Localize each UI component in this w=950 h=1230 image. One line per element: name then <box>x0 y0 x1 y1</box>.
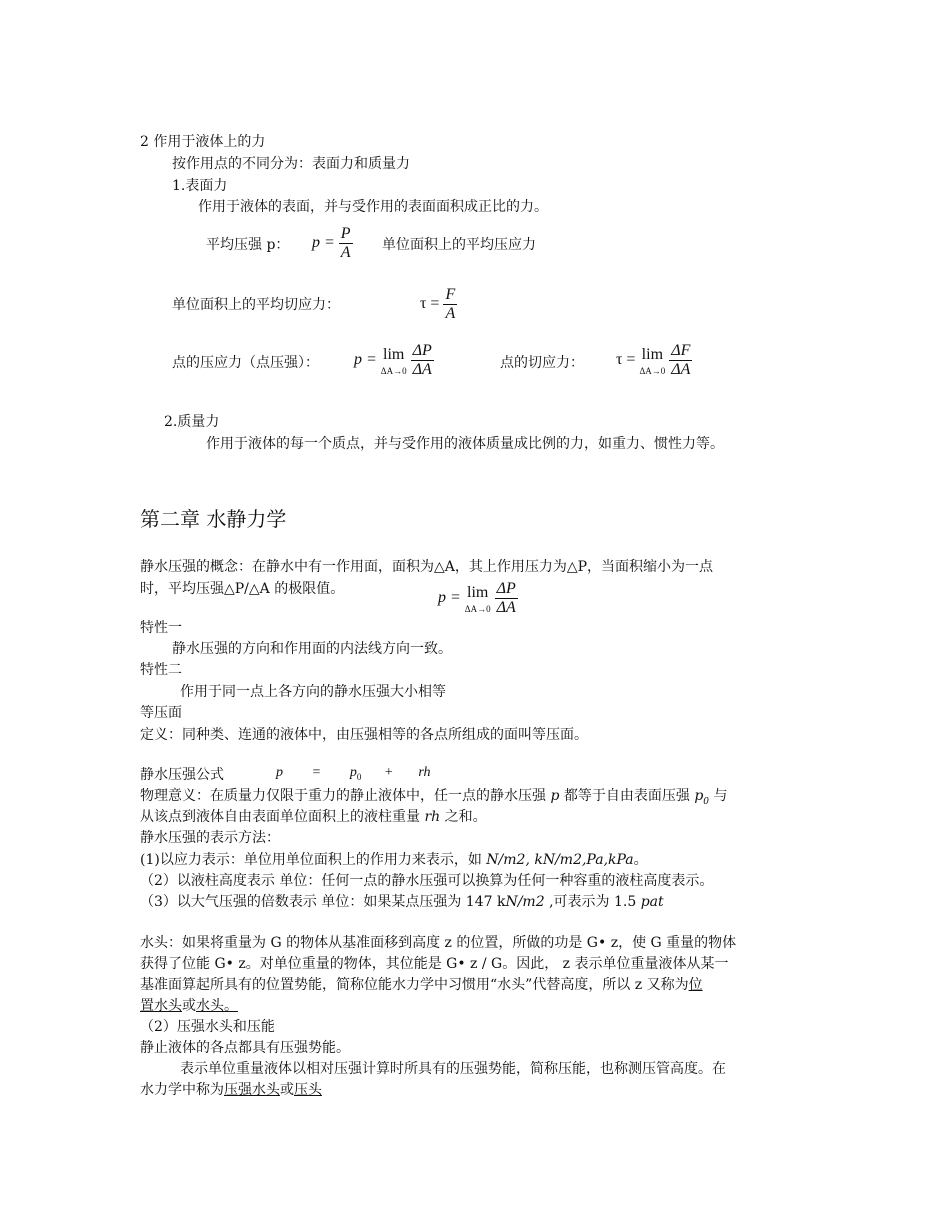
text: 之和。 <box>444 809 487 825</box>
formula-p0: p <box>349 765 357 780</box>
fraction <box>669 342 692 379</box>
underlined-term: 水头。 <box>196 998 238 1014</box>
formula-lhs: τ = <box>420 295 440 313</box>
pressure-head-line-1: 静止液体的各点都具有压强势能。 <box>140 1040 350 1056</box>
formula-lhs: p = <box>312 234 335 252</box>
text: 都等于自由表面压强 <box>563 788 690 804</box>
formula-lhs: τ = <box>616 351 636 369</box>
head-line-4 <box>140 997 238 1015</box>
text: ,可表示为 1.5 <box>544 894 641 910</box>
fraction <box>443 286 457 323</box>
section-heading: 2 作用于液体上的力 <box>140 134 266 150</box>
formula-p: p <box>276 765 283 780</box>
unit-pat: pat <box>640 894 664 910</box>
pressure-head-line-3 <box>140 1081 322 1099</box>
lim-word: lim <box>467 583 489 601</box>
text: 水力学中称为 <box>140 1082 224 1098</box>
point-pressure-label: 点的压应力（点压强）： <box>172 355 319 371</box>
concept-line-1: 静水压强的概念：在静水中有一作用面，面积为△A，其上作用压力为△P，当面积缩小为一点 <box>140 559 714 575</box>
formula-lhs: p = <box>354 351 377 369</box>
lim-subscript: ΔA→0 <box>639 365 666 376</box>
text: 或 <box>182 998 196 1014</box>
pressure-head-line-2: 表示单位重量液体以相对压强计算时所具有的压强势能，简称压能，也称测压管高度。在 <box>180 1061 726 1077</box>
lim-subscript: ΔA→0 <box>464 603 491 614</box>
numerator: ΔP <box>412 342 432 359</box>
denominator: ΔA <box>412 361 432 378</box>
property-1-text: 静水压强的方向和作用面的内法线方向一致。 <box>172 641 452 657</box>
subscript: 0 <box>703 796 710 807</box>
fraction <box>411 342 434 379</box>
representation-3 <box>140 893 664 911</box>
avg-pressure-formula <box>312 225 353 262</box>
property-2-title: 特性二 <box>140 662 182 678</box>
numerator: ΔP <box>496 580 516 597</box>
concept-formula <box>438 580 518 617</box>
underlined-term: 位 <box>688 977 703 993</box>
text: 。 <box>633 852 648 868</box>
limit <box>639 346 665 376</box>
formula-rh: rh <box>418 765 431 780</box>
denominator: ΔA <box>496 599 516 616</box>
fraction <box>339 225 353 262</box>
text: 从该点到液体自由表面单位面积上的液柱重量 <box>140 809 420 825</box>
point-pressure-formula <box>354 342 434 379</box>
avg-pressure-note: 单位面积上的平均压应力 <box>382 237 536 253</box>
property-1-title: 特性一 <box>140 620 182 636</box>
surface-force-title: 1.表面力 <box>172 178 228 194</box>
text: 与 <box>713 788 728 804</box>
numerator: ΔF <box>671 342 691 359</box>
representation-title: 静水压强的表示方法： <box>140 830 280 846</box>
physical-meaning-line-2 <box>140 808 487 826</box>
text: (1)以应力表示：单位用单位面积上的作用力来表示，如 <box>140 852 482 868</box>
var-p: p <box>550 788 560 804</box>
isobaric-definition: 定义：同种类、连通的液体中，由压强相等的各点所组成的面叫等压面。 <box>140 727 588 743</box>
concept-line-2: 时，平均压强△P/△A 的极限值。 <box>140 581 345 597</box>
denominator: A <box>340 244 351 261</box>
isobaric-title: 等压面 <box>140 705 182 721</box>
hydrostatic-formula <box>276 765 431 782</box>
numerator: P <box>340 225 351 242</box>
pressure-head-title: （2）压强水头和压能 <box>140 1019 275 1035</box>
representation-1 <box>140 851 648 869</box>
unit: N/m2 <box>505 894 545 910</box>
denominator: A <box>445 305 456 322</box>
units: N/m2, kN/m2,Pa,kPa <box>486 852 634 868</box>
lim-word: lim <box>641 345 664 363</box>
formula-equals: = <box>312 765 321 780</box>
text: 或 <box>280 1082 294 1098</box>
lim-word: lim <box>383 345 405 363</box>
formula-lhs: p = <box>438 589 461 607</box>
point-shear-label: 点的切应力： <box>500 355 584 371</box>
head-line-3 <box>140 976 703 994</box>
var-p0: p <box>694 788 704 804</box>
var-rh: rh <box>424 809 441 825</box>
limit <box>465 584 491 614</box>
formula-subscript: 0 <box>356 771 362 782</box>
formula-label: 静水压强公式 <box>140 767 224 783</box>
mass-force-desc: 作用于液体的每一个质点，并与受作用的液体质量成比例的力，如重力、惯性力等。 <box>206 436 724 452</box>
underlined-term: 置水头 <box>140 998 182 1014</box>
fraction <box>495 580 518 617</box>
text: 物理意义：在质量力仅限于重力的静止液体中，任一点的静水压强 <box>140 788 546 804</box>
surface-force-desc: 作用于液体的表面，并与受作用的表面面积成正比的力。 <box>198 199 548 215</box>
avg-shear-label: 单位面积上的平均切应力： <box>172 297 340 313</box>
underlined-term: 压强水头 <box>224 1082 280 1098</box>
text: 基准面算起所具有的位置势能，简称位能水力学中习惯用“水头”代替高度，所以 z 又称为 <box>140 977 689 993</box>
text: （3）以大气压强的倍数表示 单位：如果某点压强为 147 k <box>140 894 506 910</box>
lim-subscript: ΔA→0 <box>380 365 407 376</box>
avg-shear-formula <box>420 286 457 323</box>
denominator: ΔA <box>671 361 691 378</box>
head-line-1: 水头：如果将重量为 G 的物体从基准面移到高度 z 的位置，所做的功是 G• z，使 G 重量的物体 <box>140 935 737 951</box>
avg-pressure-label: 平均压强 p： <box>206 237 290 253</box>
limit <box>381 346 407 376</box>
property-2-text: 作用于同一点上各方向的静水压强大小相等 <box>180 684 446 700</box>
mass-force-title: 2.质量力 <box>164 414 220 430</box>
numerator: F <box>445 286 456 303</box>
head-line-2: 获得了位能 G• z。对单位重量的物体，其位能是 G• z / G。因此， z 表示单位重量液体从某一 <box>140 956 729 972</box>
formula-plus: + <box>384 765 393 780</box>
representation-2: （2）以液柱高度表示 单位：任何一点的静水压强可以换算为任何一种容重的液柱高度表示。 <box>140 873 714 889</box>
point-shear-formula <box>616 342 692 379</box>
chapter-title: 第二章 水静力学 <box>140 507 287 531</box>
section-intro: 按作用点的不同分为：表面力和质量力 <box>172 156 410 172</box>
underlined-term: 压头 <box>294 1082 322 1098</box>
